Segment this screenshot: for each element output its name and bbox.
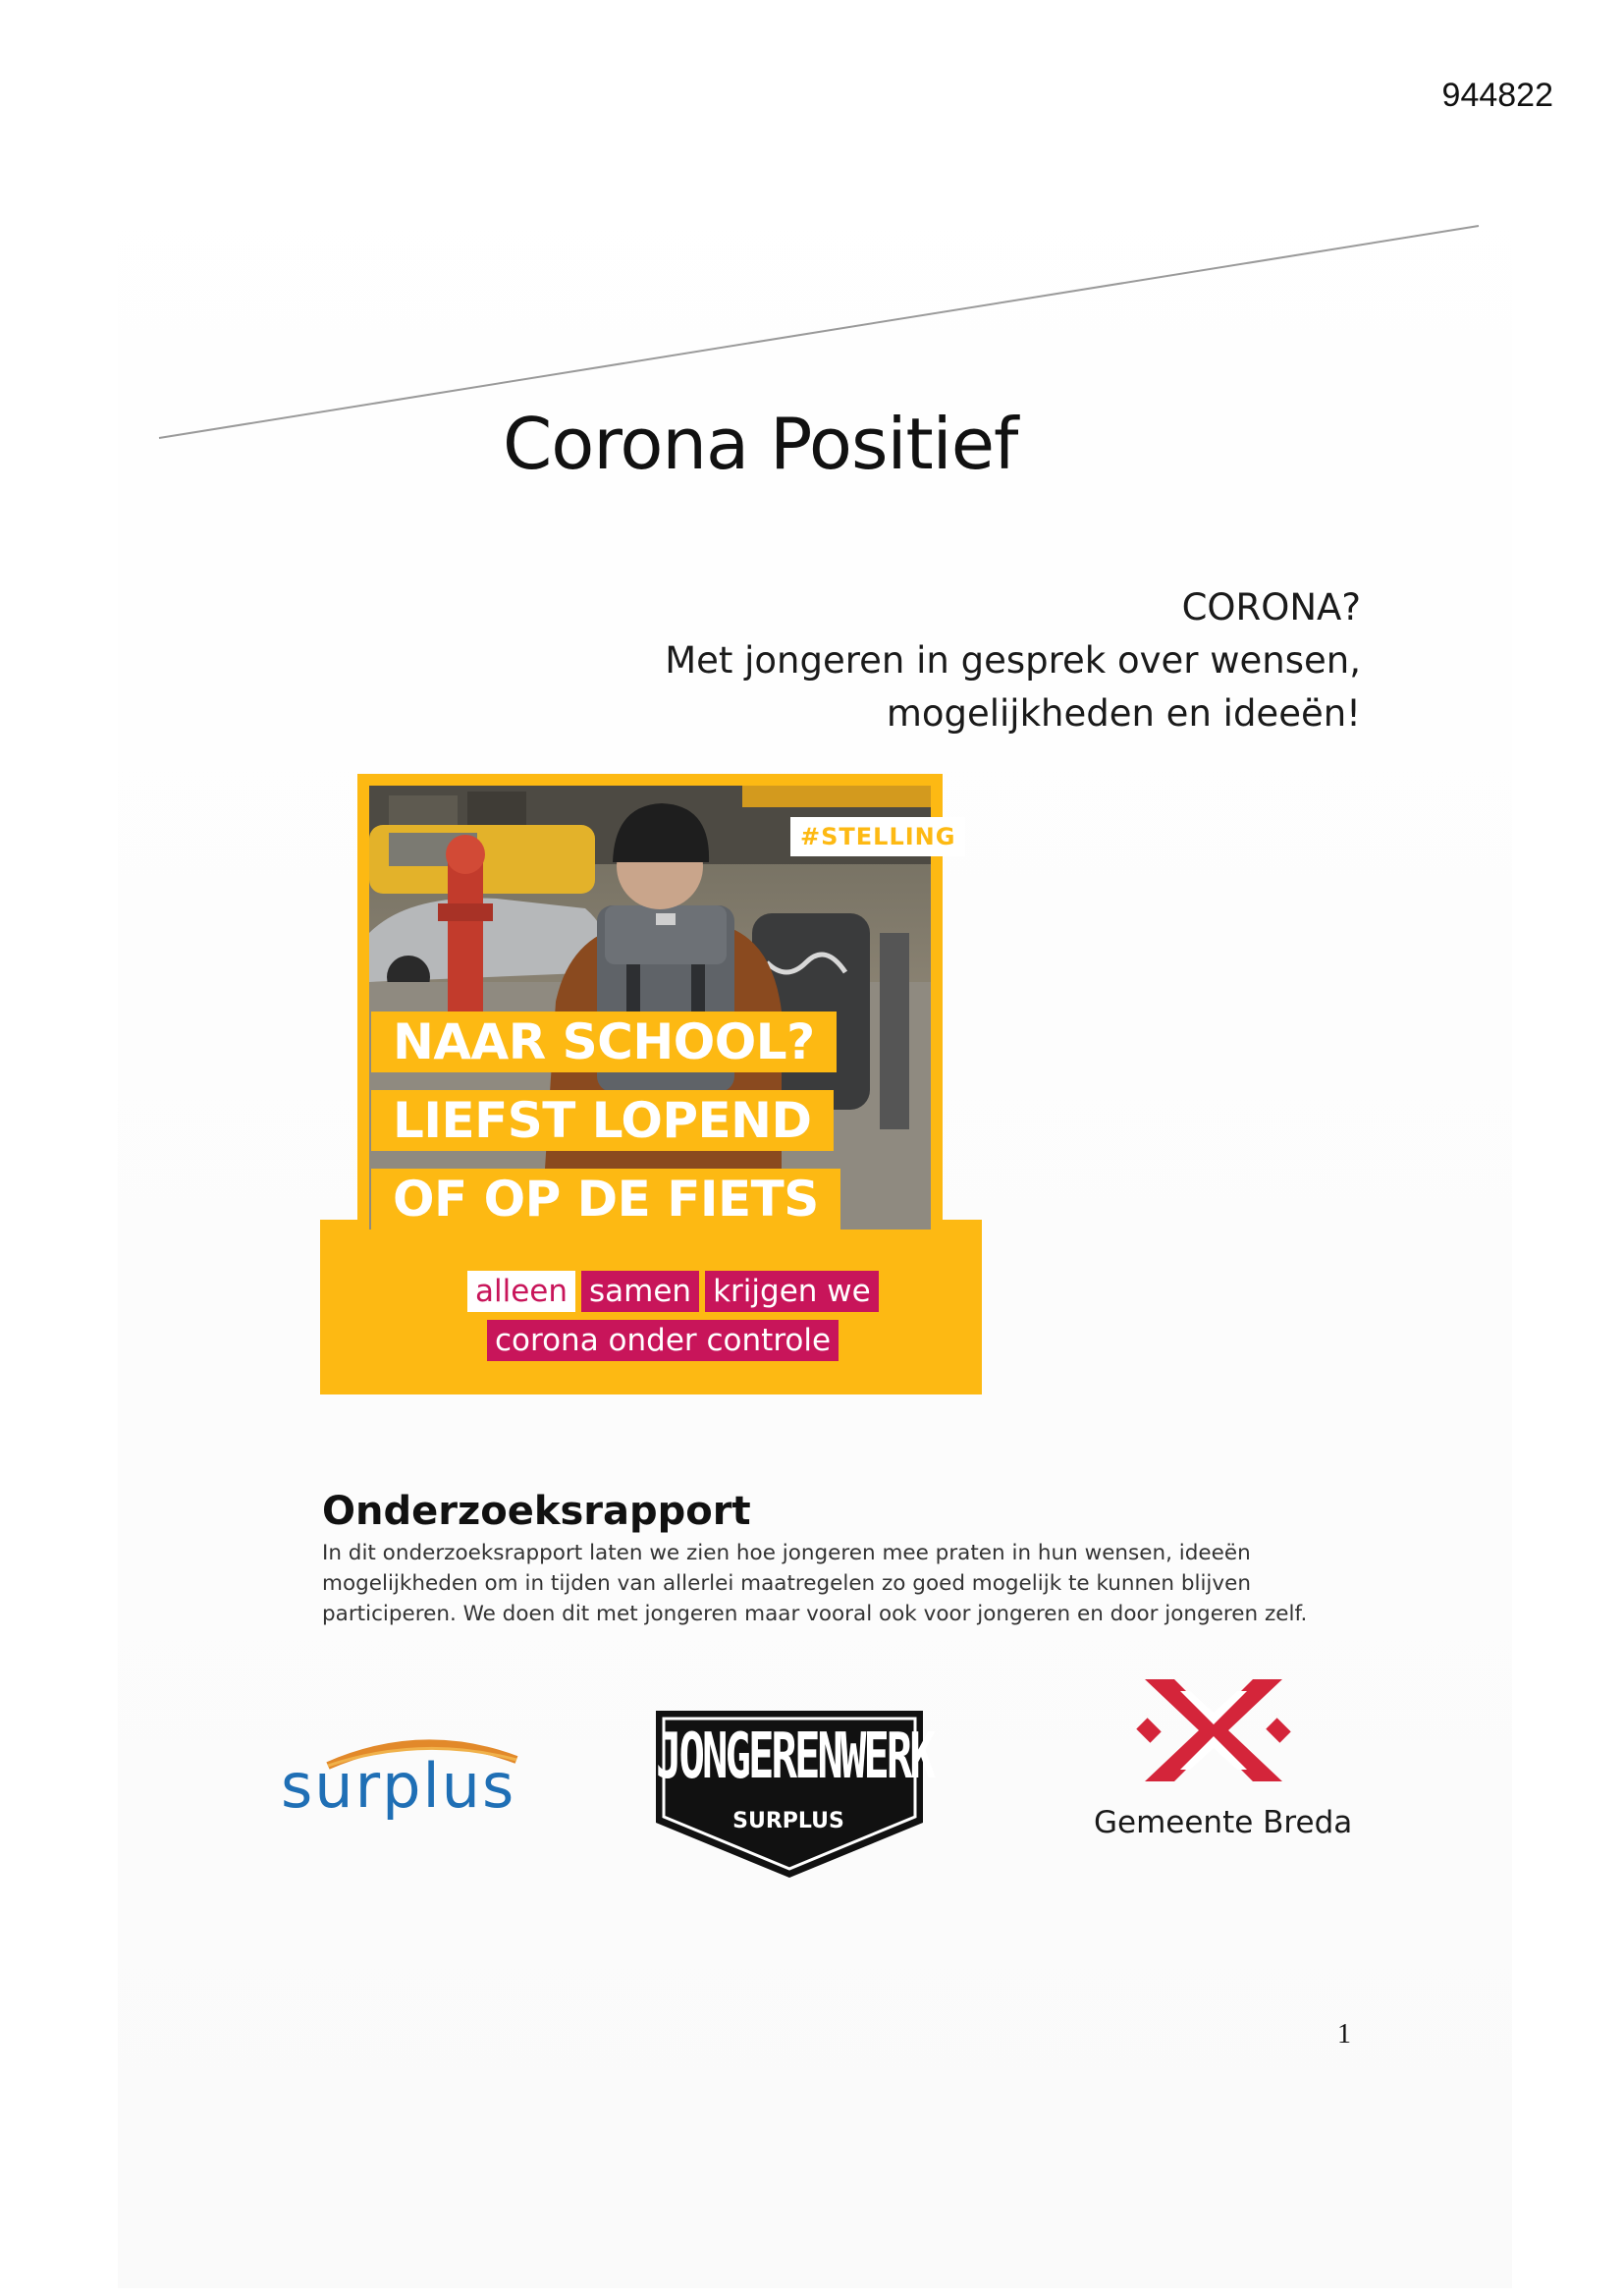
poster-slogan-row — [487, 1320, 839, 1361]
report-body-line: participeren. We doen dit met jongeren maar vooral ook voor jongeren en door jongeren zelf. — [322, 1602, 1308, 1626]
report-heading: Onderzoeksrapport — [322, 1489, 751, 1534]
slogan-word: samen — [581, 1271, 699, 1312]
document-id: 944822 — [1441, 77, 1553, 114]
subtitle-line: CORONA? — [1181, 586, 1361, 629]
poster-slogan-row — [467, 1271, 879, 1312]
breda-logo: Gemeente Breda — [1094, 1805, 1353, 1840]
document-title: Corona Positief — [503, 403, 1018, 485]
document-subtitle — [665, 581, 1361, 740]
poster-headline-line: LIEFST LOPEND — [371, 1090, 834, 1151]
poster-tag: #STELLING — [790, 817, 965, 856]
poster-headline-line: NAAR SCHOOL? — [371, 1011, 837, 1072]
page-number: 1 — [1337, 2019, 1351, 2050]
slogan-word: corona onder controle — [487, 1320, 839, 1361]
breda-coat-of-arms-icon — [1135, 1669, 1292, 1787]
poster-headline-line: OF OP DE FIETS — [371, 1169, 840, 1230]
jongerenwerk-logo-subtitle: SURPLUS — [732, 1809, 844, 1833]
surplus-logo: surplus — [281, 1750, 516, 1822]
report-body-line: In dit onderzoeksrapport laten we zien hoe jongeren mee praten in hun wensen, ideeën — [322, 1541, 1251, 1565]
subtitle-line: mogelijkheden en ideeën! — [886, 692, 1361, 735]
report-body-line: mogelijkheden om in tijden van allerlei maatregelen zo goed mogelijk te kunnen blijven — [322, 1571, 1251, 1596]
slogan-word: alleen — [467, 1271, 575, 1312]
report-body — [322, 1538, 1308, 1629]
jongerenwerk-logo-title: JONGERENWERK — [656, 1721, 933, 1793]
slogan-word: krijgen we — [705, 1271, 879, 1312]
subtitle-line: Met jongeren in gesprek over wensen, — [665, 639, 1361, 682]
